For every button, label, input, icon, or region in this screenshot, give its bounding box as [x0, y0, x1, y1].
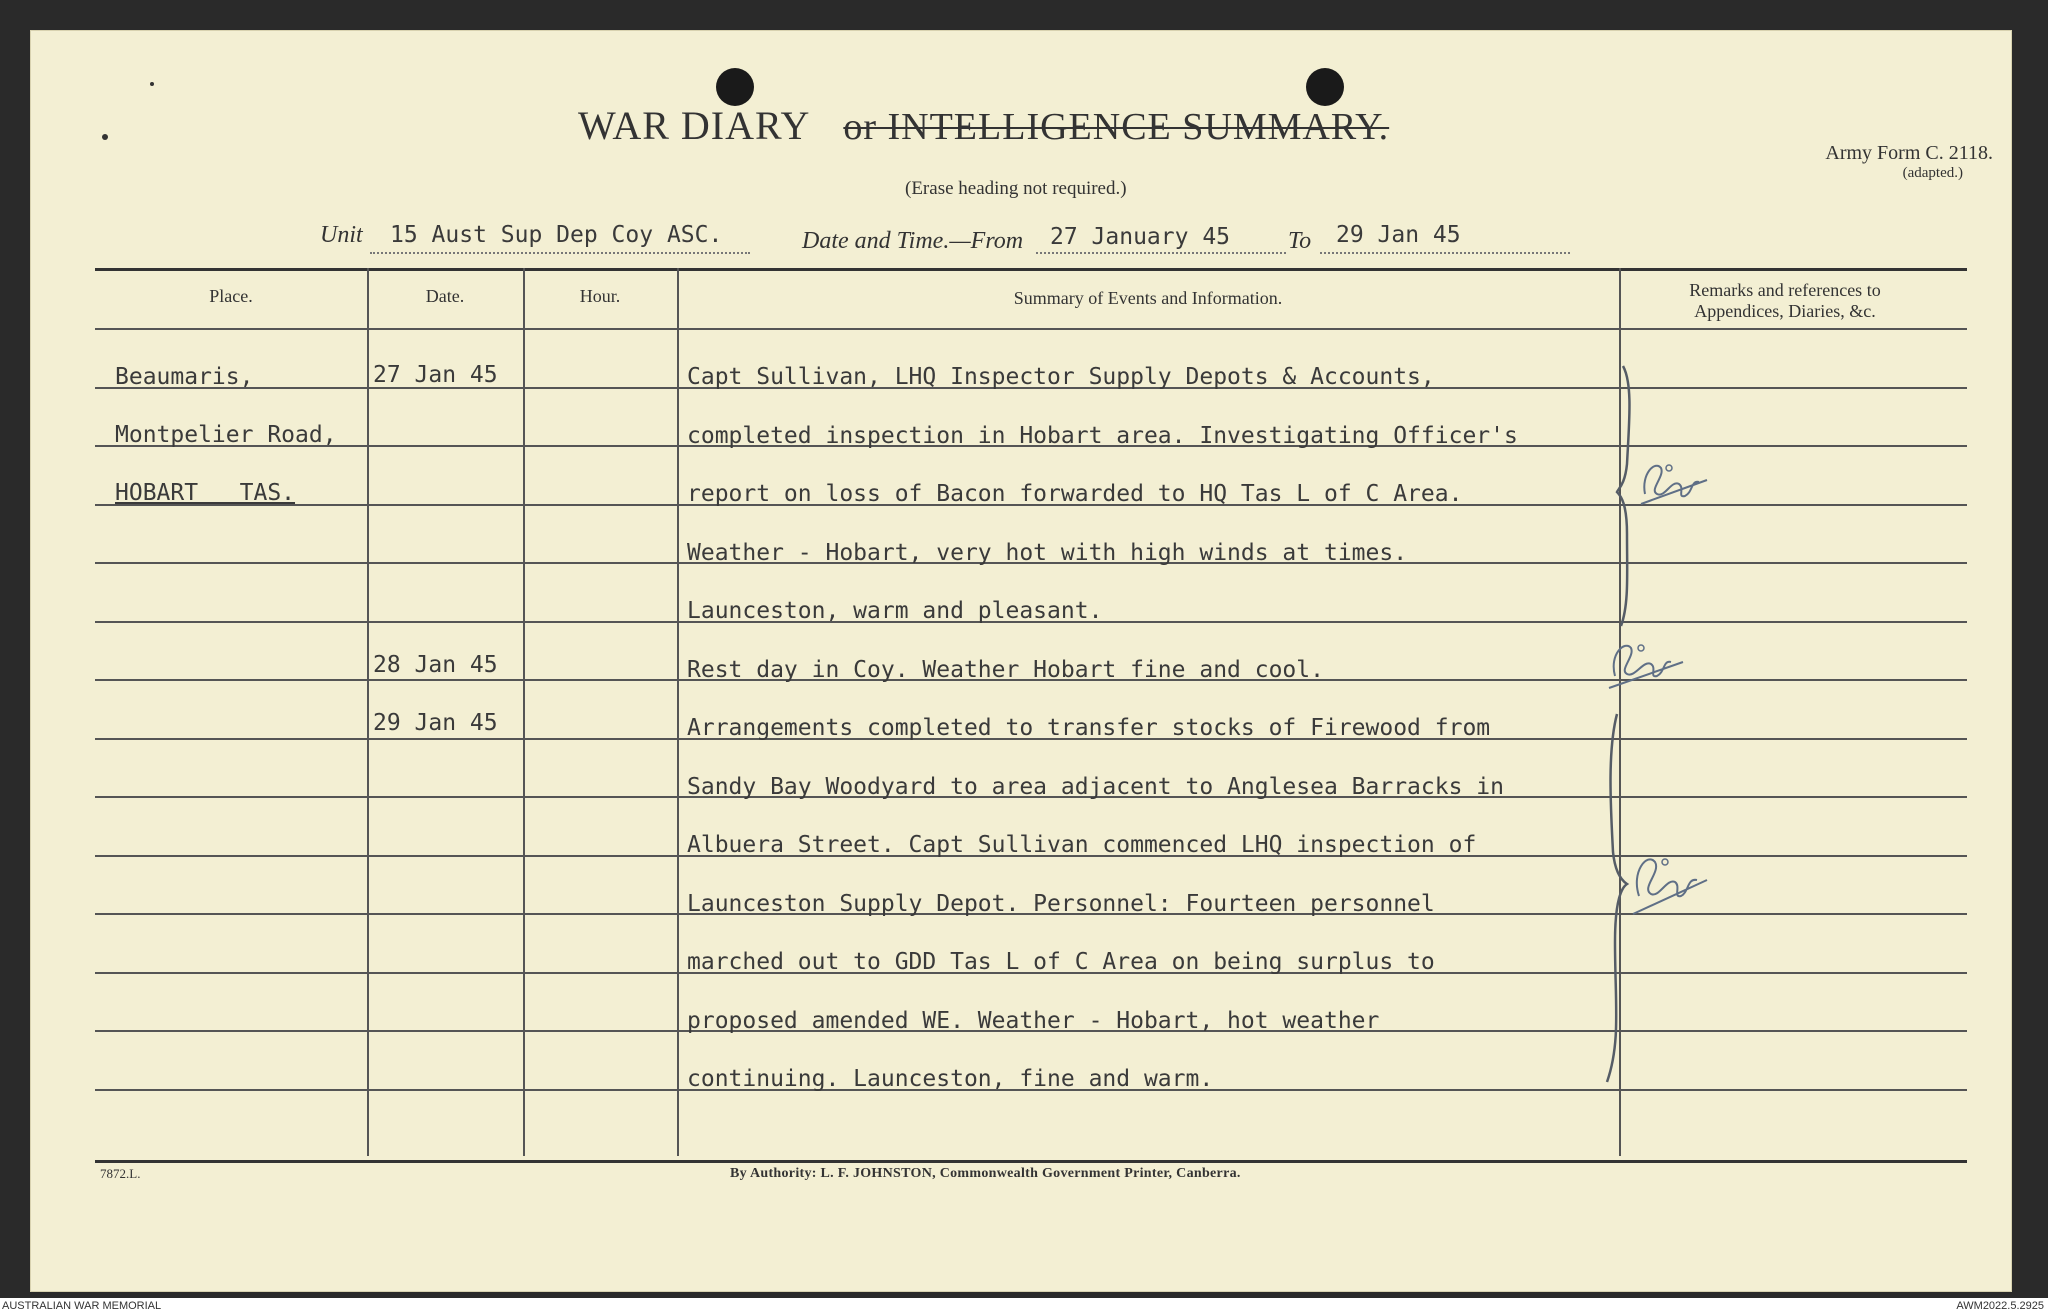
archive-strip: [0, 1298, 2048, 1314]
place-line: Beaumaris,: [115, 364, 254, 390]
col-header-remarks: Remarks and references to Appendices, Diaries, &c.: [1689, 280, 1881, 321]
summary-line: Capt Sullivan, LHQ Inspector Supply Depots & Accounts,: [687, 364, 1435, 390]
unit-dotted-line: [370, 252, 750, 254]
diary-table: [95, 268, 1967, 1158]
form-number: 7872.L.: [100, 1166, 141, 1181]
date-to-dotted-line: [1320, 252, 1570, 254]
title-struck-intelligence-summary: or INTELLIGENCE SUMMARY.: [843, 106, 1390, 148]
place-line: HOBART TAS.: [115, 480, 296, 506]
army-form-label: [1825, 142, 1993, 182]
punch-hole-left: [716, 68, 754, 106]
summary-line: Sandy Bay Woodyard to area adjacent to Anglesea Barracks in: [687, 774, 1504, 800]
title-war-diary: WAR DIARY: [578, 103, 811, 148]
archive-name: AUSTRALIAN WAR MEMORIAL: [2, 1300, 162, 1312]
col-header-place: Place.: [209, 286, 253, 306]
initials-signature-3: [1625, 844, 1715, 924]
date-to-value: 29 Jan 45: [1336, 222, 1461, 248]
summary-line: report on loss of Bacon forwarded to HQ Tas L of C Area.: [687, 481, 1463, 507]
initials-signature-2: [1603, 632, 1693, 698]
date-entry: 27 Jan 45: [373, 362, 498, 388]
col-header-summary: Summary of Events and Information.: [1013, 288, 1283, 308]
date-from-label: Date and Time.—From: [802, 228, 1024, 254]
summary-line: marched out to GDD Tas L of C Area on being surplus to: [687, 949, 1435, 975]
punch-hole-right: [1306, 68, 1344, 106]
row-rule: [95, 328, 1967, 330]
col-divider: [523, 268, 525, 1156]
printer-authority: By Authority: L. F. JOHNSTON, Commonwealth Government Printer, Canberra.: [730, 1166, 1241, 1181]
date-entry: 29 Jan 45: [373, 710, 498, 736]
col-header-hour: Hour.: [579, 286, 621, 306]
place-line: Montpelier Road,: [115, 422, 337, 448]
col-divider: [677, 268, 679, 1156]
unit-value: 15 Aust Sup Dep Coy ASC.: [390, 222, 723, 248]
col-header-date: Date.: [425, 286, 465, 306]
date-to-label: To: [1288, 228, 1312, 254]
army-form-number: Army Form C. 2118.: [1825, 142, 1993, 164]
initials-signature-1: [1635, 454, 1717, 514]
paper-speck: [150, 82, 154, 86]
date-from-value: 27 January 45: [1050, 224, 1231, 250]
summary-line: Weather - Hobart, very hot with high winds at times.: [687, 540, 1408, 566]
erase-heading-note: (Erase heading not required.): [905, 178, 1127, 199]
form-title: [578, 102, 1478, 149]
summary-line: Launceston, warm and pleasant.: [687, 598, 1103, 624]
unit-label: Unit: [320, 222, 363, 248]
summary-line: Arrangements completed to transfer stocks of Firewood from: [687, 715, 1491, 741]
paper-speck: [102, 134, 108, 140]
table-bottom-rule: [95, 1160, 1967, 1163]
date-from-dotted-line: [1036, 252, 1286, 254]
army-form-adapted: (adapted.): [1902, 165, 1963, 181]
summary-line: continuing. Launceston, fine and warm.: [687, 1066, 1214, 1092]
summary-line: Albuera Street. Capt Sullivan commenced LHQ inspection of: [687, 832, 1477, 858]
table-top-rule: [95, 268, 1967, 271]
summary-line: completed inspection in Hobart area. Investigating Officer's: [687, 423, 1518, 449]
col-divider: [367, 268, 369, 1156]
summary-line: proposed amended WE. Weather - Hobart, hot weather: [687, 1008, 1380, 1034]
date-entry: 28 Jan 45: [373, 652, 498, 678]
archive-reference: AWM2022.5.2925: [1956, 1300, 2044, 1312]
summary-line: Rest day in Coy. Weather Hobart fine and cool.: [687, 657, 1324, 683]
summary-line: Launceston Supply Depot. Personnel: Fourteen personnel: [687, 891, 1435, 917]
